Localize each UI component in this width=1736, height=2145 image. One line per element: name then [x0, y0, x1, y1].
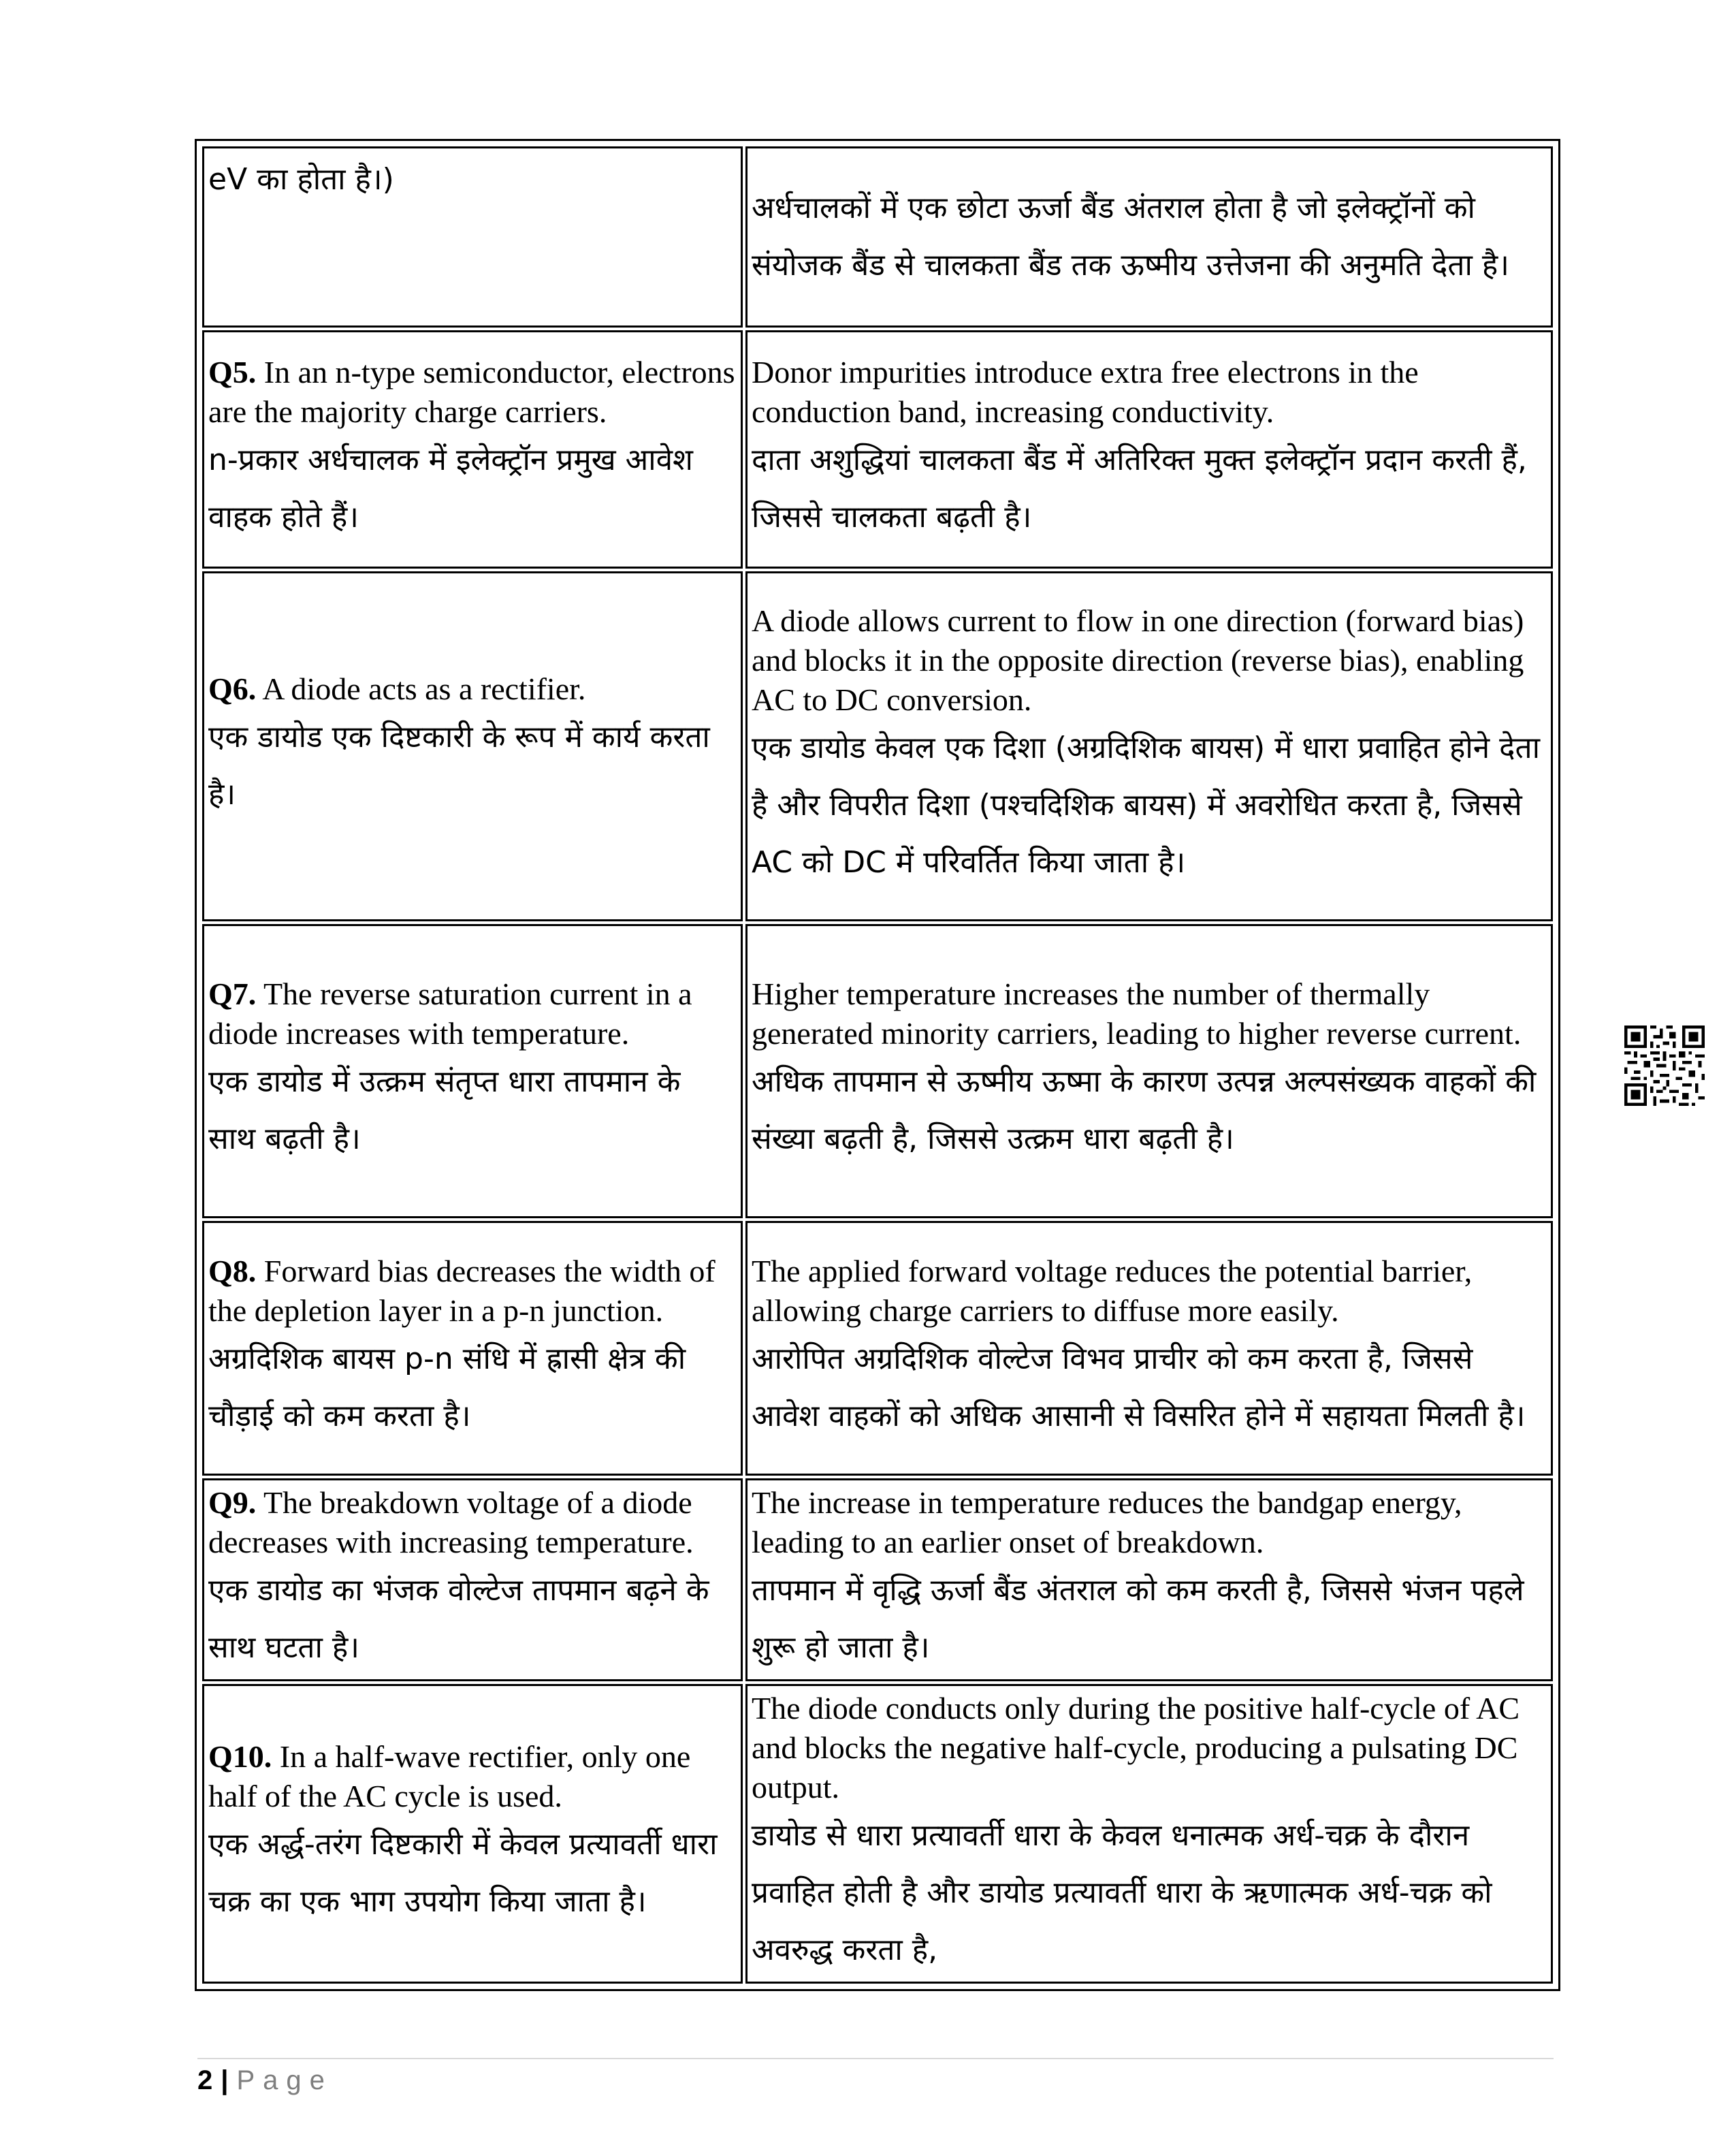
- page-number: 2: [197, 2065, 213, 2095]
- table-row: [202, 330, 1553, 569]
- explanation-cell: [745, 1478, 1553, 1681]
- explanation-cell: [745, 330, 1553, 569]
- question-number: Q9.: [208, 1485, 257, 1520]
- statement-hindi: एक डायोड में उत्क्रम संतृप्त धारा तापमान के साथ बढ़ती है।: [208, 1064, 681, 1156]
- page-footer: [197, 2063, 333, 2097]
- footer-divider: [197, 2058, 1554, 2059]
- statement-cell: [202, 571, 743, 921]
- statement-hindi: eV का होता है।): [208, 162, 394, 197]
- explanation-english: The diode conducts only during the positive half-cycle of AC and blocks the negative half-cycle, producing a pulsating DC output.: [752, 1691, 1520, 1805]
- explanation-cell: [745, 924, 1553, 1218]
- explanation-english: Higher temperature increases the number of thermally generated minority carriers, leading to higher reverse current.: [752, 976, 1522, 1051]
- question-number: Q7.: [208, 976, 257, 1011]
- table-row: [202, 1684, 1553, 1984]
- statement-english-text: A diode acts as a rectifier.: [262, 671, 586, 706]
- question-number: Q10.: [208, 1739, 272, 1774]
- statement-hindi: एक डायोड एक दिष्टकारी के रूप में कार्य करता है।: [208, 720, 710, 812]
- statement-hindi: एक अर्द्ध-तरंग दिष्टकारी में केवल प्रत्यावर्ती धारा चक्र का एक भाग उपयोग किया जाता है।: [208, 1827, 718, 1919]
- statement-english: [208, 1483, 737, 1562]
- page-label: Page: [236, 2065, 333, 2095]
- question-number: Q5.: [208, 355, 257, 390]
- qr-code-icon: [1624, 1026, 1705, 1106]
- table-row: [202, 924, 1553, 1218]
- explanation-hindi: अधिक तापमान से ऊष्मीय ऊष्मा के कारण उत्पन्न अल्पसंख्यक वाहकों की संख्या बढ़ती है, जिससे उत्क्रम धारा बढ़ती है।: [752, 1064, 1537, 1156]
- question-number: Q8.: [208, 1254, 257, 1288]
- statement-cell: [202, 1684, 743, 1984]
- statement-english-text: The breakdown voltage of a diode decreases with increasing temperature.: [208, 1485, 694, 1559]
- statement-cell: [202, 1478, 743, 1681]
- footer-separator: |: [221, 2065, 229, 2095]
- statement-hindi: एक डायोड का भंजक वोल्टेज तापमान बढ़ने के साथ घटता है।: [208, 1573, 709, 1665]
- statement-cell: [202, 146, 743, 328]
- statement-english-text: In an n-type semiconductor, electrons are the majority charge carriers.: [208, 355, 735, 429]
- table-row: [202, 571, 1553, 921]
- table-row: [202, 146, 1553, 328]
- explanation-english: The increase in temperature reduces the bandgap energy, leading to an earlier onset of breakdown.: [752, 1485, 1462, 1559]
- explanation-hindi: एक डायोड केवल एक दिशा (अग्रदिशिक बायस) में धारा प्रवाहित होने देता है और विपरीत दिशा (पश्चदिशिक बायस) में अवरोधित करता है, जिससे AC को DC में परिवर्तित किया जाता है।: [752, 731, 1540, 880]
- explanation-cell: [745, 571, 1553, 921]
- explanation-english: The applied forward voltage reduces the potential barrier, allowing charge carriers to diffuse more easily.: [752, 1254, 1473, 1328]
- statement-cell: [202, 1221, 743, 1476]
- explanation-hindi: दाता अशुद्धियां चालकता बैंड में अतिरिक्त मुक्त इलेक्ट्रॉन प्रदान करती हैं, जिससे चालकता बढ़ती है।: [752, 443, 1527, 535]
- explanation-hindi: डायोड से धारा प्रत्यावर्ती धारा के केवल धनात्मक अर्ध-चक्र के दौरान प्रवाहित होती है और डायोड प्रत्यावर्ती धारा के ऋणात्मक अर्ध-चक्र को अवरुद्ध करता है,: [752, 1818, 1492, 1967]
- explanation-cell: [745, 1684, 1553, 1984]
- explanation-hindi: आरोपित अग्रदिशिक वोल्टेज विभव प्राचीर को कम करता है, जिससे आवेश वाहकों को अधिक आसानी से विसरित होने में सहायता मिलती है।: [752, 1341, 1526, 1433]
- statement-cell: [202, 330, 743, 569]
- table-row: [202, 1478, 1553, 1681]
- statement-english: [208, 1737, 737, 1816]
- explanation-cell: [745, 146, 1553, 328]
- statement-cell: [202, 924, 743, 1218]
- explanation-english: A diode allows current to flow in one direction (forward bias) and blocks it in the opposite direction (reverse bias), enabling AC to DC conversion.: [752, 603, 1524, 717]
- statement-hindi: n-प्रकार अर्धचालक में इलेक्ट्रॉन प्रमुख आवेश वाहक होते हैं।: [208, 443, 693, 535]
- table-row: [202, 1221, 1553, 1476]
- statement-english-text: The reverse saturation current in a diode increases with temperature.: [208, 976, 692, 1051]
- question-number: Q6.: [208, 671, 257, 706]
- statement-english-text: Forward bias decreases the width of the depletion layer in a p-n junction.: [208, 1254, 716, 1328]
- statement-english: [208, 353, 737, 432]
- statement-english: [208, 1252, 737, 1331]
- statement-hindi: अग्रदिशिक बायस p-n संधि में ह्रासी क्षेत्र की चौड़ाई को कम करता है।: [208, 1341, 686, 1433]
- statement-english: [208, 974, 737, 1053]
- statement-english-text: In a half-wave rectifier, only one half of the AC cycle is used.: [208, 1739, 691, 1813]
- statement-english: [208, 669, 737, 709]
- qa-table: [195, 139, 1560, 1991]
- explanation-cell: [745, 1221, 1553, 1476]
- explanation-english: Donor impurities introduce extra free electrons in the conduction band, increasing conductivity.: [752, 355, 1419, 429]
- explanation-hindi: अर्धचालकों में एक छोटा ऊर्जा बैंड अंतराल होता है जो इलेक्ट्रॉनों को संयोजक बैंड से चालकता बैंड तक ऊष्मीय उत्तेजना की अनुमति देता है।: [752, 191, 1509, 283]
- explanation-hindi: तापमान में वृद्धि ऊर्जा बैंड अंतराल को कम करती है, जिससे भंजन पहले शुरू हो जाता है।: [752, 1573, 1524, 1665]
